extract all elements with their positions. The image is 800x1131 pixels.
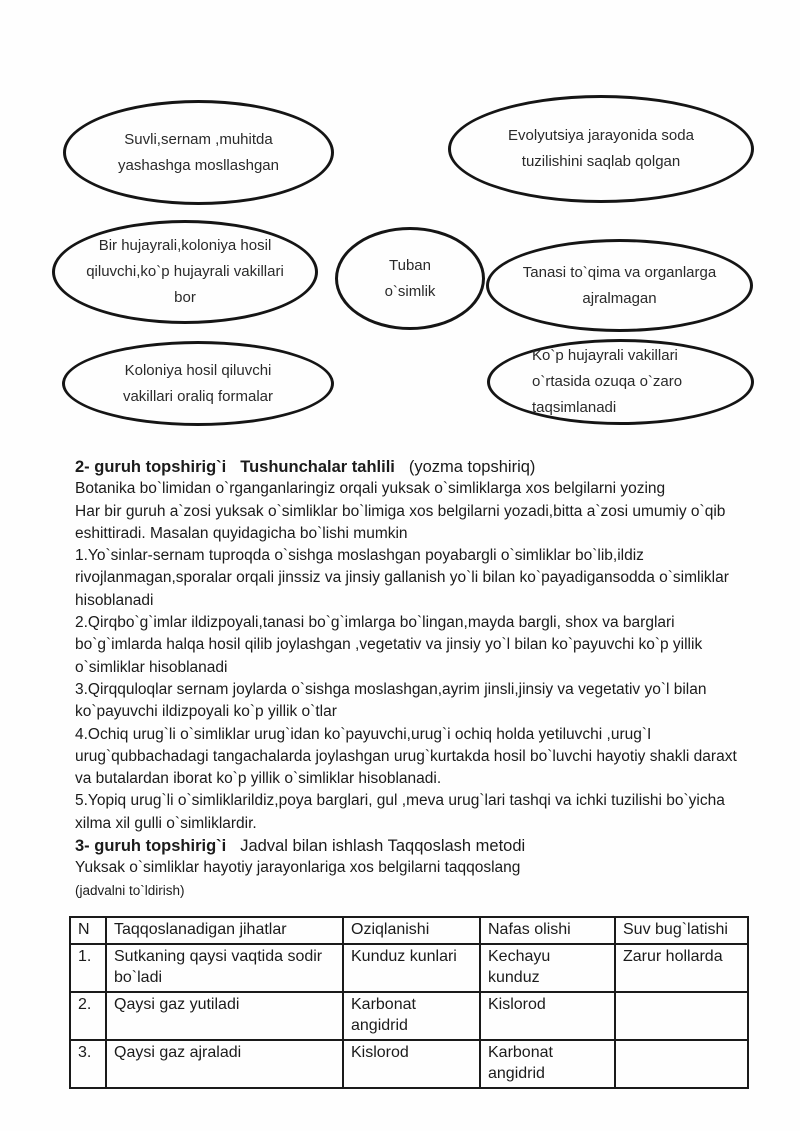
comparison-table-wrap bbox=[69, 916, 747, 1089]
table-cell: Karbonat angidrid bbox=[480, 1040, 615, 1088]
bubble-bottom-left bbox=[62, 341, 334, 426]
table-cell: Kunduz kunlari bbox=[343, 944, 480, 992]
task3-subtitle: Yuksak o`simliklar hayotiy jarayonlariga xos belgilarni taqqoslang bbox=[75, 859, 521, 877]
task2-heading-type: (yozma topshiriq) bbox=[408, 458, 536, 476]
paragraph: 4.Ochiq urug`li o`simliklar urug`idan ko`payuvchi,urug`i ochiq holda yetiluvchi ,urug`I urug`qubbachadagi tangachalarda joylashgan urug`kurtakda hosil bo`luvchi hayotiy shakli daraxt va butalardan iborat ko`p yillik o`simliklar hisoblanadi. bbox=[75, 725, 737, 788]
bubble-middle-right bbox=[486, 239, 753, 332]
bubble-text: Koloniya hosil qiluvchi vakillari oraliq formalar bbox=[122, 361, 274, 405]
table-cell: 3. bbox=[70, 1040, 106, 1088]
table-cell: Kislorod bbox=[480, 992, 615, 1040]
table-cell: Qaysi gaz yutiladi bbox=[106, 992, 343, 1040]
paragraph: 2.Qirqbo`g`imlar ildizpoyali,tanasi bo`g`imlarga bo`lingan,mayda bargli, shox va barglari bo`g`imlarda halqa hosil qilib joylashgan ,vegetativ va jinsiy yo`l bilan ko`payuvchi ko`p yillik o`simliklar hisoblanadi bbox=[75, 614, 703, 676]
paragraph: 3.Qirqquloqlar sernam joylarda o`sishga moslashgan,ayrim jinsli,jinsiy va vegetativ yo`l bilan ko`payuvchi ildizpoyali ko`p yillik o`tlar bbox=[75, 680, 707, 721]
task3-heading-method: Jadval bilan ishlash Taqqoslash metodi bbox=[240, 837, 526, 856]
table-cell: Kechayu kunduz bbox=[480, 944, 615, 992]
table-header-row bbox=[70, 917, 748, 944]
bubble-center bbox=[335, 227, 485, 330]
bubble-text: Tuban o`simlik bbox=[384, 256, 436, 300]
table-header-cell: Taqqoslanadigan jihatlar bbox=[106, 917, 343, 944]
task2-heading-number: 2- guruh topshirig`i bbox=[75, 458, 227, 476]
table-cell bbox=[615, 1040, 748, 1088]
comparison-table bbox=[69, 916, 749, 1089]
table-header-cell: Oziqlanishi bbox=[343, 917, 480, 944]
table-cell: Qaysi gaz ajraladi bbox=[106, 1040, 343, 1088]
bubble-text: Ko`p hujayrali vakillari o`rtasida ozuqa o`zaro taqsimlanadi bbox=[532, 347, 683, 416]
bubble-text: Tanasi to`qima va organlarga ajralmagan bbox=[522, 263, 717, 307]
bubble-text: Bir hujayrali,koloniya hosil qiluvchi,ko`p hujayrali vakillari bor bbox=[86, 237, 284, 306]
paragraph: Botanika bo`limidan o`rganganlaringiz orqali yuksak o`simliklarga xos belgilarni yozing bbox=[75, 480, 666, 498]
table-cell: Karbonat angidrid bbox=[343, 992, 480, 1040]
table-cell: 1. bbox=[70, 944, 106, 992]
document-body bbox=[75, 456, 751, 902]
concept-diagram bbox=[0, 0, 800, 445]
table-row bbox=[70, 944, 748, 992]
table-cell: Kislorod bbox=[343, 1040, 480, 1088]
paragraph: Har bir guruh a`zosi yuksak o`simliklar bo`limiga xos belgilarni yozadi,bitta a`zosi umumiy o`qib eshittiradi. Masalan quyidagicha bo`lishi mumkin bbox=[75, 502, 726, 542]
task3-heading bbox=[75, 835, 751, 857]
table-cell: Zarur hollarda bbox=[615, 944, 748, 992]
table-cell: 2. bbox=[70, 992, 106, 1040]
bubble-top-right bbox=[448, 95, 754, 203]
bubble-text: Suvli,sernam ,muhitda yashashga mosllashgan bbox=[118, 130, 279, 174]
table-header-cell: Nafas olishi bbox=[480, 917, 615, 944]
task2-heading-method: Tushunchalar tahlili bbox=[240, 458, 395, 476]
bubble-top-left bbox=[63, 100, 334, 205]
table-row bbox=[70, 1040, 748, 1088]
bubble-text: Evolyutsiya jarayonida soda tuzilishini saqlab qolgan bbox=[508, 127, 694, 170]
paragraph: 5.Yopiq urug`li o`simliklarildiz,poya barglari, gul ,meva urug`lari tashqi va ichki tuzilishi bo`yicha xilma xil gulli o`simliklardir. bbox=[75, 792, 725, 832]
table-header-cell: Suv bug`latishi bbox=[615, 917, 748, 944]
table-row bbox=[70, 992, 748, 1040]
bubble-bottom-right bbox=[487, 339, 754, 425]
task3-note: (jadvalni to`ldirish) bbox=[75, 882, 185, 898]
task3-heading-number: 3- guruh topshirig`i bbox=[75, 837, 227, 856]
table-cell bbox=[615, 992, 748, 1040]
task2-heading bbox=[75, 456, 751, 478]
paragraph: 1.Yo`sinlar-sernam tuproqda o`sishga moslashgan poyabargli o`simliklar bo`lib,ildiz rivojlanmagan,sporalar orqali jinssiz va jinsiy gallanish yo`li bilan ko`payadigansodda o`simliklar hisoblanadi bbox=[75, 547, 729, 609]
table-header-cell: N bbox=[70, 917, 106, 944]
bubble-middle-left bbox=[52, 220, 318, 324]
table-cell: Sutkaning qaysi vaqtida sodir bo`ladi bbox=[106, 944, 343, 992]
